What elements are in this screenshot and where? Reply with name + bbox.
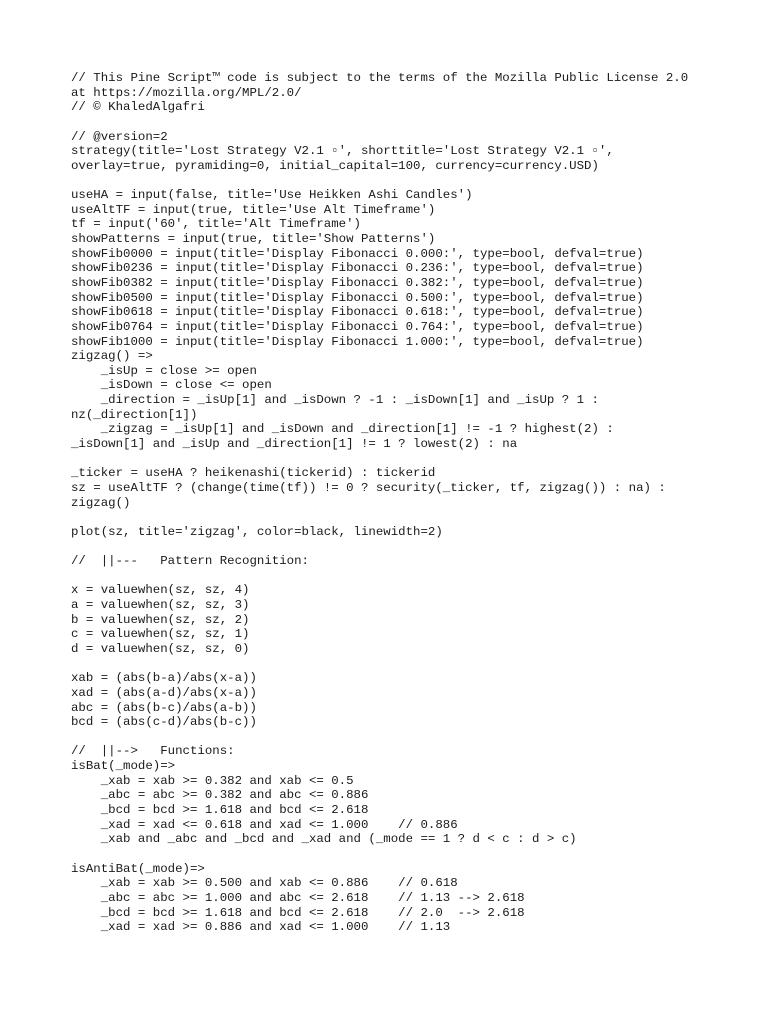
code-line: overlay=true, pyramiding=0, initial_capital=100, currency=currency.USD) — [71, 158, 599, 173]
code-line: isBat(_mode)=> — [71, 759, 176, 774]
code-line: _xab = xab >= 0.382 and xab <= 0.5 — [71, 773, 354, 788]
code-line: showFib0000 = input(title='Display Fibonacci 0.000:', type=bool, defval=true) — [71, 246, 644, 261]
code-line: at https://mozilla.org/MPL/2.0/ — [71, 85, 302, 100]
code-line: useHA = input(false, title='Use Heikken Ashi Candles') — [71, 188, 473, 203]
code-line: // © KhaledAlgafri — [71, 100, 205, 115]
code-line: zigzag() — [71, 495, 131, 510]
code-line: showFib0236 = input(title='Display Fibonacci 0.236:', type=bool, defval=true) — [71, 261, 644, 276]
code-line: _xab and _abc and _bcd and _xad and (_mode == 1 ? d < c : d > c) — [71, 832, 577, 847]
code-line: c = valuewhen(sz, sz, 1) — [71, 627, 250, 642]
code-line: // This Pine Script™ code is subject to the terms of the Mozilla Public License 2.0 — [71, 71, 689, 85]
code-line — [71, 657, 741, 672]
code-line: _abc = abc >= 0.382 and abc <= 0.886 — [71, 788, 369, 803]
code-line: strategy(title='Lost Strategy V2.1 ▫', shorttitle='Lost Strategy V2.1 ▫', — [71, 144, 614, 159]
code-line: sz = useAltTF ? (change(time(tf)) != 0 ? security(_ticker, tf, zigzag()) : na) : — [71, 480, 666, 495]
code-line: _abc = abc >= 1.000 and abc <= 2.618 // 1.13 --> 2.618 — [71, 890, 525, 905]
code-line: nz(_direction[1]) — [71, 407, 198, 422]
code-line: // ||--- Pattern Recognition: — [71, 554, 309, 569]
code-line: _isUp = close >= open — [71, 363, 257, 378]
code-line: d = valuewhen(sz, sz, 0) — [71, 641, 250, 656]
code-line: showFib0500 = input(title='Display Fibonacci 0.500:', type=bool, defval=true) — [71, 290, 644, 305]
code-line: // ||--> Functions: — [71, 744, 235, 759]
code-line — [71, 173, 741, 188]
code-line: _xad = xad >= 0.886 and xad <= 1.000 // 1.13 — [71, 920, 451, 935]
code-line: _isDown[1] and _isUp and _direction[1] != 1 ? lowest(2) : na — [71, 437, 518, 452]
code-line: useAltTF = input(true, title='Use Alt Timeframe') — [71, 202, 436, 217]
code-line — [71, 452, 741, 467]
code-line: _bcd = bcd >= 1.618 and bcd <= 2.618 // 2.0 --> 2.618 — [71, 905, 525, 920]
code-line: showFib1000 = input(title='Display Fibonacci 1.000:', type=bool, defval=true) — [71, 334, 644, 349]
code-line: xab = (abs(b-a)/abs(x-a)) — [71, 671, 257, 686]
code-line: _xad = xad <= 0.618 and xad <= 1.000 // 0.886 — [71, 817, 458, 832]
code-line: isAntiBat(_mode)=> — [71, 861, 205, 876]
code-line: _xab = xab >= 0.500 and xab <= 0.886 // 0.618 — [71, 876, 458, 891]
code-line: xad = (abs(a-d)/abs(x-a)) — [71, 685, 257, 700]
code-line: b = valuewhen(sz, sz, 2) — [71, 612, 250, 627]
code-line: showFib0618 = input(title='Display Fibonacci 0.618:', type=bool, defval=true) — [71, 305, 644, 320]
code-line: abc = (abs(b-c)/abs(a-b)) — [71, 700, 257, 715]
code-line: _isDown = close <= open — [71, 378, 272, 393]
code-line: showPatterns = input(true, title='Show Patterns') — [71, 232, 436, 247]
code-line: showFib0764 = input(title='Display Fibonacci 0.764:', type=bool, defval=true) — [71, 319, 644, 334]
code-line: _direction = _isUp[1] and _isDown ? -1 : _isDown[1] and _isUp ? 1 : — [71, 393, 599, 408]
code-line: zigzag() => — [71, 349, 153, 364]
code-line: _ticker = useHA ? heikenashi(tickerid) : tickerid — [71, 466, 436, 481]
code-line: x = valuewhen(sz, sz, 4) — [71, 583, 250, 598]
code-line: bcd = (abs(c-d)/abs(b-c)) — [71, 715, 257, 730]
code-line — [71, 569, 741, 584]
code-line: // @version=2 — [71, 129, 168, 144]
code-line — [71, 730, 741, 745]
code-line — [71, 847, 741, 862]
code-line: tf = input('60', title='Alt Timeframe') — [71, 217, 361, 232]
code-line: _zigzag = _isUp[1] and _isDown and _direction[1] != -1 ? highest(2) : — [71, 422, 614, 437]
code-line — [71, 115, 741, 130]
code-line: plot(sz, title='zigzag', color=black, linewidth=2) — [71, 524, 443, 539]
code-line: _bcd = bcd >= 1.618 and bcd <= 2.618 — [71, 803, 369, 818]
code-line: a = valuewhen(sz, sz, 3) — [71, 598, 250, 613]
code-line — [71, 510, 741, 525]
code-line: showFib0382 = input(title='Display Fibonacci 0.382:', type=bool, defval=true) — [71, 275, 644, 290]
code-line — [71, 540, 741, 555]
code-block — [71, 71, 741, 935]
